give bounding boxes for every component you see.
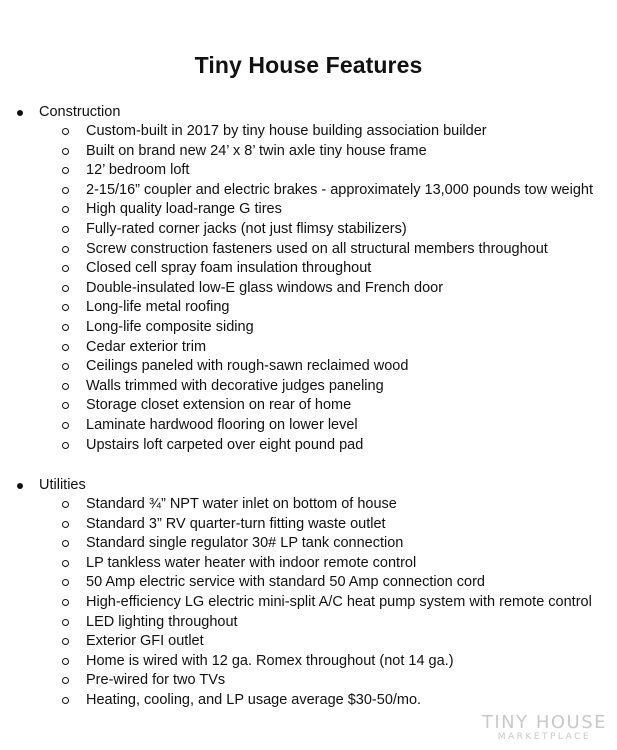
list-item <box>0 495 617 515</box>
list-item <box>0 515 617 535</box>
circle-bullet-icon <box>62 599 69 606</box>
list-item <box>0 593 617 613</box>
list-item <box>0 534 617 554</box>
bullet-icon <box>17 110 23 116</box>
circle-bullet-icon <box>62 128 69 135</box>
list-item-text: Upstairs loft carpeted over eight pound pad <box>86 436 364 453</box>
watermark-logo <box>482 714 607 742</box>
section-label: Utilities <box>39 477 86 493</box>
list-item <box>0 240 617 260</box>
section-construction <box>0 103 617 455</box>
list-item <box>0 396 617 416</box>
circle-bullet-icon <box>62 363 69 370</box>
list-item-text: Storage closet extension on rear of home <box>86 397 352 414</box>
list-item <box>0 181 617 201</box>
list-item <box>0 652 617 672</box>
utilities-list <box>0 495 617 711</box>
circle-bullet-icon <box>62 148 69 155</box>
list-item <box>0 613 617 633</box>
list-item <box>0 632 617 652</box>
section-label: Construction <box>39 104 121 120</box>
circle-bullet-icon <box>62 560 69 567</box>
list-item <box>0 161 617 181</box>
list-item-text: 12’ bedroom loft <box>86 162 190 179</box>
circle-bullet-icon <box>62 619 69 626</box>
circle-bullet-icon <box>62 402 69 409</box>
circle-bullet-icon <box>62 579 69 586</box>
list-item-text: Laminate hardwood flooring on lower level <box>86 416 358 433</box>
list-item <box>0 200 617 220</box>
list-item <box>0 279 617 299</box>
list-item <box>0 338 617 358</box>
list-item <box>0 298 617 318</box>
circle-bullet-icon <box>62 677 69 684</box>
list-item <box>0 259 617 279</box>
list-item-text: Built on brand new 24’ x 8’ twin axle tiny house frame <box>86 142 427 159</box>
circle-bullet-icon <box>62 540 69 547</box>
list-item <box>0 357 617 377</box>
list-item-text: Walls trimmed with decorative judges paneling <box>86 377 384 394</box>
list-item-text: Home is wired with 12 ga. Romex throughout (not 14 ga.) <box>86 652 454 669</box>
list-item-text: 2-15/16” coupler and electric brakes - approximately 13,000 pounds tow weight <box>86 181 593 198</box>
list-item-text: Exterior GFI outlet <box>86 633 204 650</box>
circle-bullet-icon <box>62 265 69 272</box>
list-item <box>0 573 617 593</box>
circle-bullet-icon <box>62 246 69 253</box>
list-item <box>0 416 617 436</box>
list-item-text: Standard single regulator 30# LP tank connection <box>86 535 404 552</box>
circle-bullet-icon <box>62 344 69 351</box>
list-item-text: Fully-rated corner jacks (not just flimsy stabilizers) <box>86 220 407 237</box>
list-item <box>0 691 617 711</box>
circle-bullet-icon <box>62 324 69 331</box>
circle-bullet-icon <box>62 285 69 292</box>
circle-bullet-icon <box>62 501 69 508</box>
list-item <box>0 436 617 456</box>
list-item-text: Long-life metal roofing <box>86 299 230 316</box>
bullet-icon <box>17 483 23 489</box>
list-item-text: Standard ¾” NPT water inlet on bottom of house <box>86 496 397 512</box>
list-item-text: High-efficiency LG electric mini-split A/C heat pump system with remote control <box>86 593 592 610</box>
section-header <box>0 103 617 122</box>
list-item-text: LED lighting throughout <box>86 613 238 630</box>
list-item-text: Closed cell spray foam insulation throughout <box>86 260 372 277</box>
list-item-text: Heating, cooling, and LP usage average $30-50/mo. <box>86 691 422 708</box>
circle-bullet-icon <box>62 697 69 704</box>
list-item-text: Cedar exterior trim <box>86 338 207 355</box>
watermark-line: TINY HOUSE <box>481 712 607 733</box>
circle-bullet-icon <box>62 638 69 645</box>
section-utilities <box>0 476 617 711</box>
list-item-text: 50 Amp electric service with standard 50 Amp connection cord <box>86 574 485 591</box>
list-item <box>0 377 617 397</box>
list-item <box>0 671 617 691</box>
circle-bullet-icon <box>62 167 69 174</box>
list-item <box>0 318 617 338</box>
list-item <box>0 554 617 574</box>
circle-bullet-icon <box>62 658 69 665</box>
list-item-text: Screw construction fasteners used on all structural members throughout <box>86 240 548 257</box>
construction-list <box>0 122 617 455</box>
circle-bullet-icon <box>62 304 69 311</box>
document-title: Tiny House Features <box>194 52 423 78</box>
list-item-text: LP tankless water heater with indoor remote control <box>86 554 417 571</box>
circle-bullet-icon <box>62 422 69 429</box>
list-item-text: Pre-wired for two TVs <box>86 672 226 689</box>
section-header <box>0 476 617 495</box>
list-item-text: Double-insulated low-E glass windows and French door <box>86 279 444 296</box>
circle-bullet-icon <box>62 442 69 449</box>
list-item <box>0 142 617 162</box>
list-item-text: Long-life composite siding <box>86 318 254 335</box>
list-item-text: Custom-built in 2017 by tiny house building association builder <box>86 123 487 139</box>
watermark-line: MARKETPLACE <box>497 732 592 742</box>
list-item-text: High quality load-range G tires <box>86 201 282 218</box>
list-item <box>0 220 617 240</box>
circle-bullet-icon <box>62 383 69 390</box>
circle-bullet-icon <box>62 226 69 233</box>
circle-bullet-icon <box>62 187 69 194</box>
circle-bullet-icon <box>62 521 69 528</box>
list-item <box>0 122 617 142</box>
list-item-text: Standard 3” RV quarter-turn fitting waste outlet <box>86 515 386 532</box>
circle-bullet-icon <box>62 206 69 213</box>
list-item-text: Ceilings paneled with rough-sawn reclaimed wood <box>86 358 409 375</box>
